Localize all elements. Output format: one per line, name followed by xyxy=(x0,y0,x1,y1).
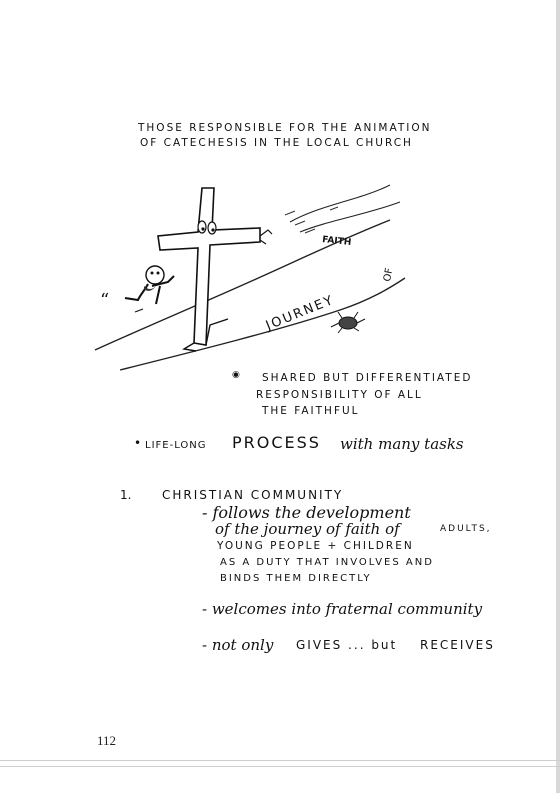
lifelong-process: PROCESS xyxy=(232,433,321,452)
heading-line-2: OF CATECHESIS IN THE LOCAL CHURCH xyxy=(140,137,413,149)
lifelong-suffix: with many tasks xyxy=(340,435,464,453)
of-label: OF xyxy=(382,267,396,283)
page-edge xyxy=(556,0,560,793)
journey-line: of the journey of faith of xyxy=(215,520,400,538)
binds-line: BINDS THEM DIRECTLY xyxy=(220,573,372,584)
bullet-dot-icon: ◉ xyxy=(232,370,240,380)
gives-prefix: - not only xyxy=(202,636,274,654)
bullet-icon: • xyxy=(134,436,142,450)
cross-eye-left xyxy=(198,221,206,233)
heading-line-1: THOSE RESPONSIBLE FOR THE ANIMATION xyxy=(138,122,432,134)
section-title: CHRISTIAN COMMUNITY xyxy=(162,488,344,502)
beetle-icon xyxy=(339,317,357,329)
scan-line xyxy=(0,766,560,767)
section-number: 1. xyxy=(120,488,132,502)
road-lower-edge xyxy=(120,278,405,370)
cross-eye-right xyxy=(208,222,216,234)
cross-hand xyxy=(260,230,272,244)
shared-line-3: THE FAITHFUL xyxy=(262,405,360,417)
adults-word: ADULTS, xyxy=(440,524,492,534)
lifelong-prefix: LIFE-LONG xyxy=(145,440,207,451)
shared-line-1: SHARED BUT DIFFERENTIATED xyxy=(262,372,473,384)
road-far-curve xyxy=(290,185,400,232)
young-line: YOUNG PEOPLE + CHILDREN xyxy=(217,540,414,552)
scan-line xyxy=(0,760,560,761)
gives-word: GIVES ... but xyxy=(296,638,398,652)
child-motion xyxy=(135,309,143,312)
journey-label: JOURNEY xyxy=(263,292,337,334)
duty-line: AS A DUTY THAT INVOLVES AND xyxy=(220,557,434,568)
cross-body xyxy=(158,188,260,345)
faith-label: FAITH xyxy=(321,235,352,249)
receives-word: RECEIVES xyxy=(420,638,495,652)
quote-mark: “ xyxy=(100,290,110,311)
page-number: 112 xyxy=(97,733,117,748)
child-head xyxy=(146,266,164,284)
journey-illustration xyxy=(90,160,420,375)
welcomes-line: - welcomes into fraternal community xyxy=(202,600,483,618)
shared-line-2: RESPONSIBILITY OF ALL xyxy=(256,389,423,401)
follows-line: - follows the development xyxy=(202,503,411,522)
